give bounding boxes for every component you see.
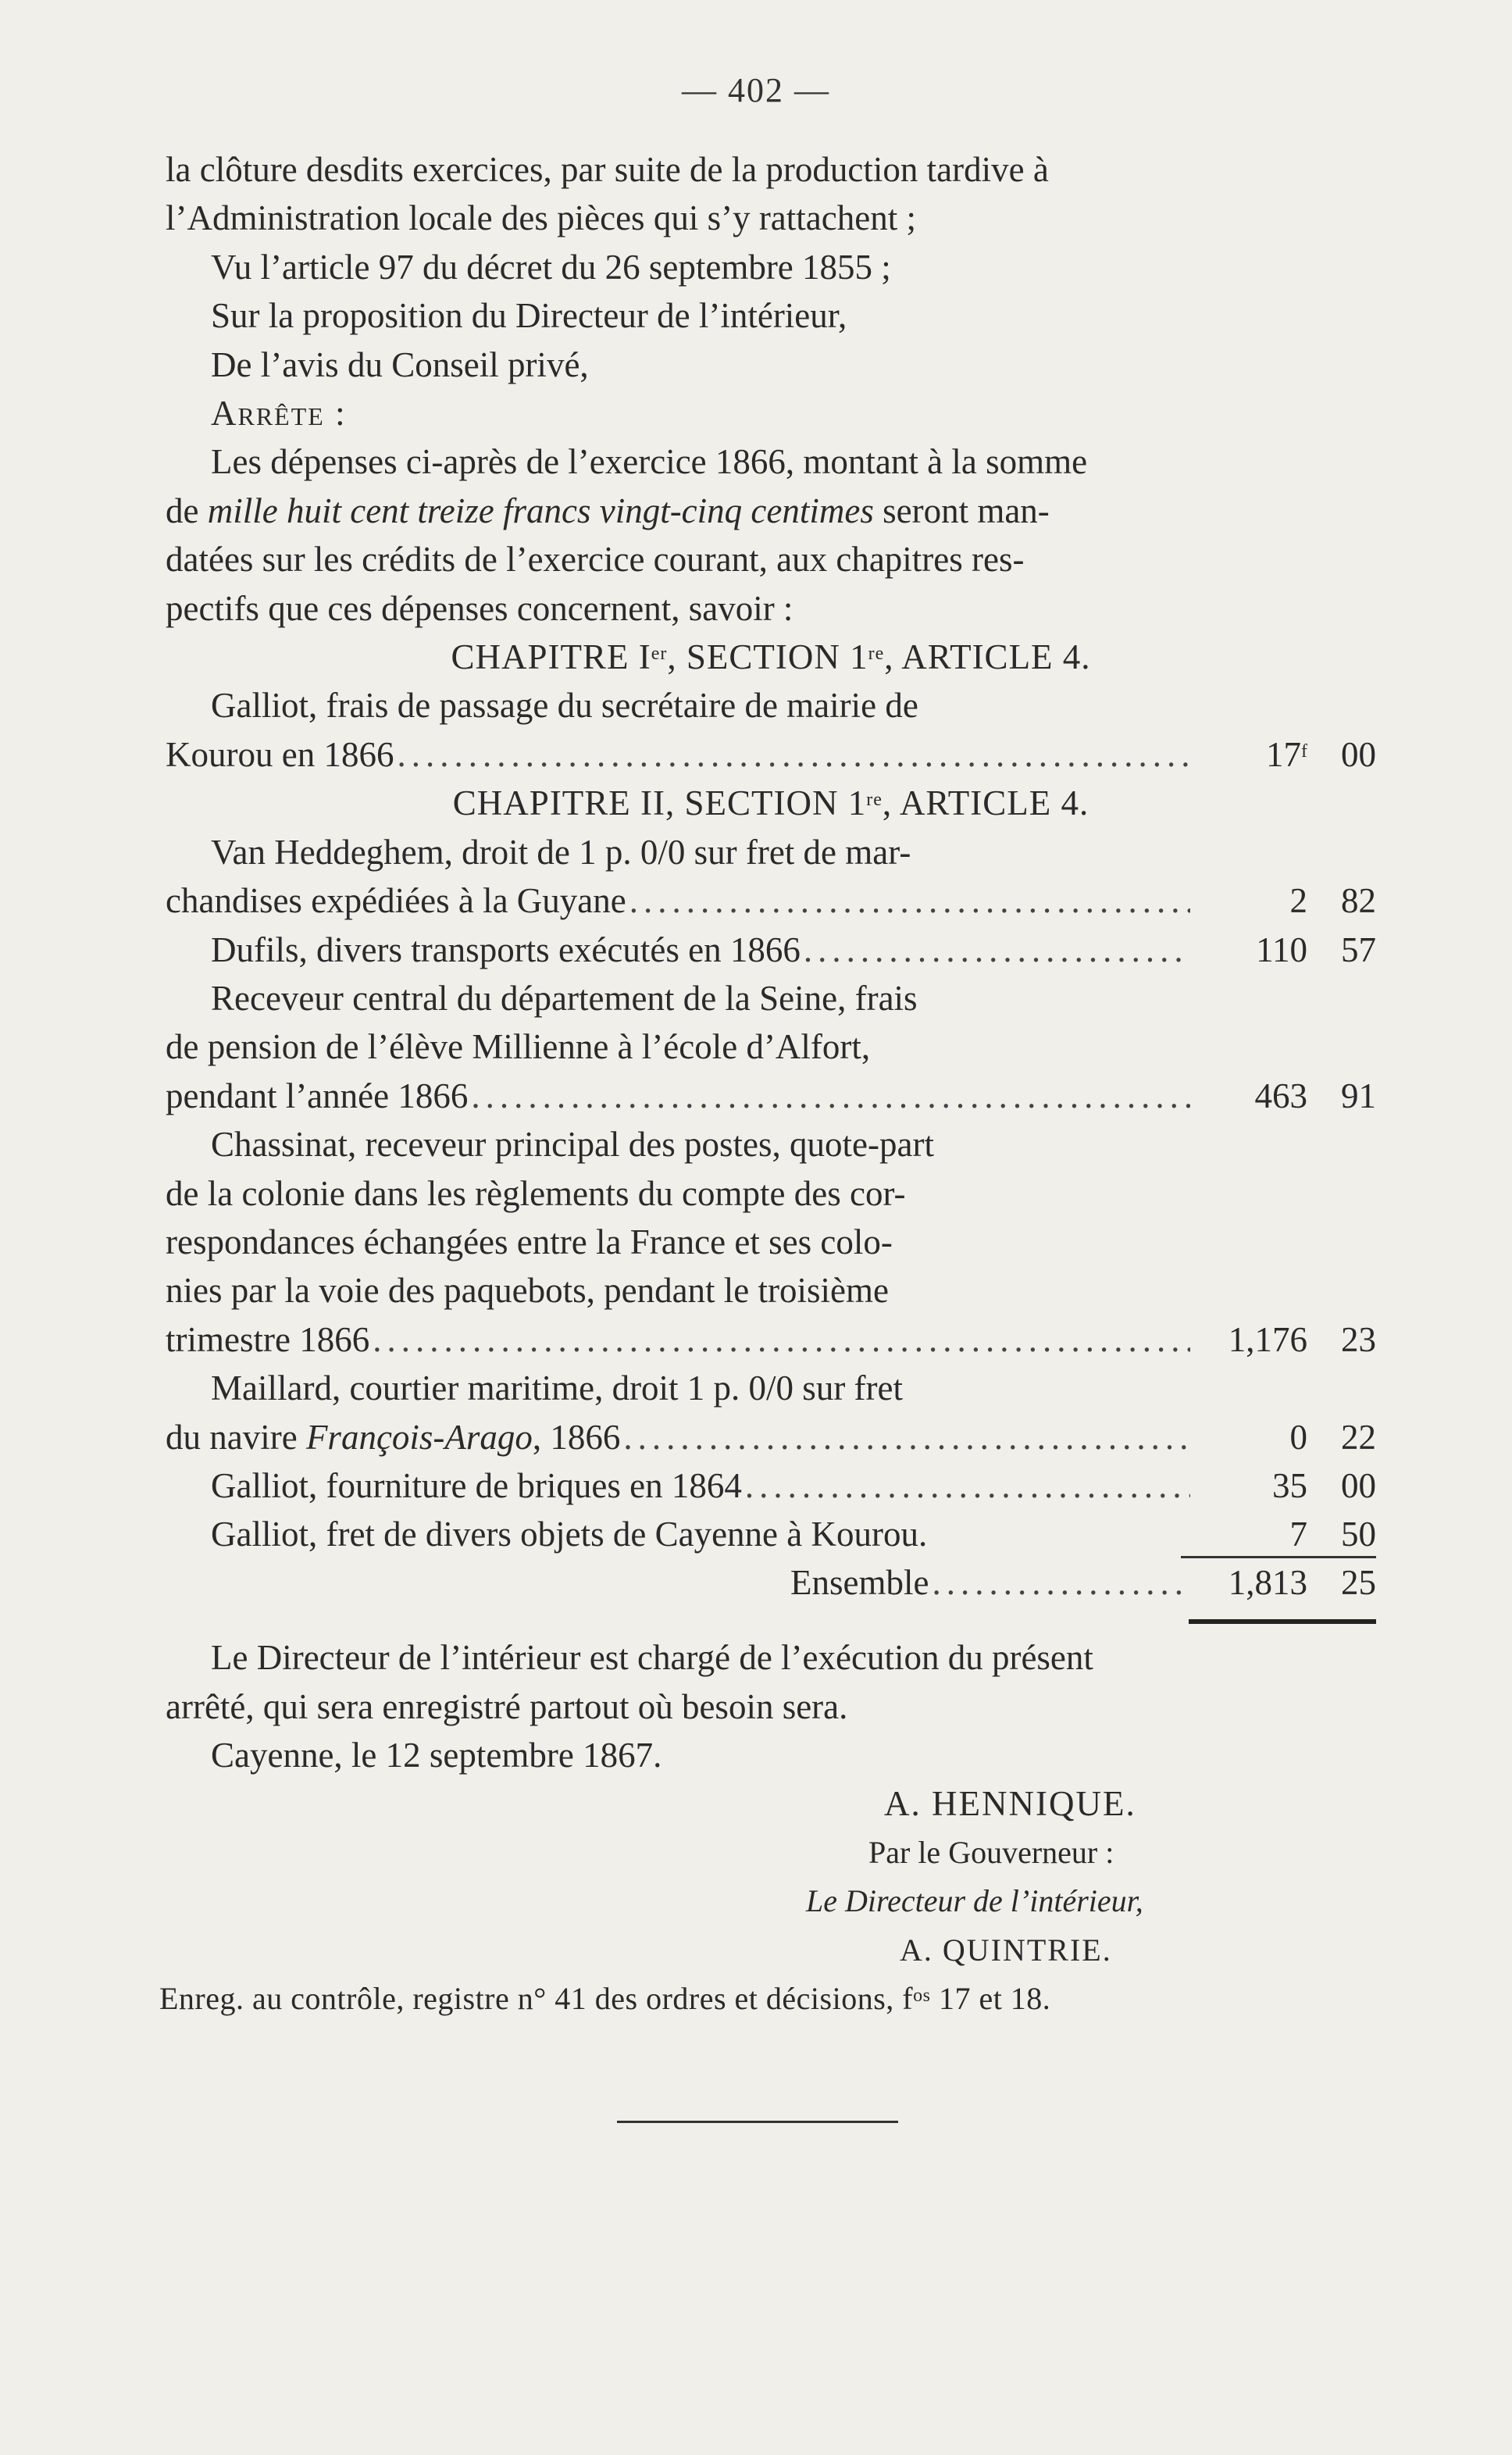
amount-francs: 110 xyxy=(1256,930,1307,969)
page-number: — 402 — xyxy=(682,71,830,109)
amount-francs xyxy=(1266,730,1307,779)
amount-centimes: 25 xyxy=(1341,1562,1376,1602)
bottom-rule xyxy=(617,2121,898,2123)
heading-text: , ARTICLE 4. xyxy=(882,783,1089,823)
entry-amount-line xyxy=(166,876,1376,925)
entry-desc: Dufils, divers transports exécutés en 1866 xyxy=(211,930,801,969)
date-line: Cayenne, le 12 septembre 1867. xyxy=(211,1736,662,1775)
paragraph-line: De l’avis du Conseil privé, xyxy=(211,344,589,384)
leader-dots xyxy=(623,1413,1190,1461)
amount-centimes: 50 xyxy=(1341,1515,1376,1554)
closing-line: arrêté, qui sera enregistré partout où besoin sera. xyxy=(166,1686,848,1726)
entry-line: Chassinat, receveur principal des postes, quote-part xyxy=(211,1125,934,1165)
entry-amount-line xyxy=(166,1510,1376,1558)
entry-amount-line xyxy=(166,1461,1376,1510)
amount-centimes: 91 xyxy=(1341,1076,1376,1115)
entry-line: Maillard, courtier maritime, droit 1 p. 0/0 sur fret xyxy=(211,1368,904,1408)
heading-sup: re xyxy=(868,644,885,665)
entry-amount xyxy=(1196,1072,1376,1120)
entry-desc: pendant l’année 1866 xyxy=(166,1076,469,1115)
total-line xyxy=(166,1558,1376,1607)
entry-amount xyxy=(1196,1413,1376,1461)
amount-centimes: 82 xyxy=(1341,881,1376,921)
entry-amount xyxy=(1196,1510,1376,1558)
body-text xyxy=(159,145,1376,2023)
entry-desc: chandises expédiées à la Guyane xyxy=(166,881,626,921)
amount-francs: 7 xyxy=(1289,1515,1307,1554)
par-le-gouverneur: Par le Gouverneur : xyxy=(868,1834,1114,1870)
text-run: seront man- xyxy=(883,491,1050,530)
note-text: Enreg. au contrôle, registre n° 41 des ordres et décisions, f xyxy=(159,1981,914,2017)
chapter-heading-1 xyxy=(166,633,1376,681)
heading-sup: er xyxy=(651,644,668,665)
amount-centimes: 00 xyxy=(1341,1465,1376,1505)
note-sup: os xyxy=(913,1986,931,2007)
entry-line: Galliot, frais de passage du secrétaire de mairie de xyxy=(211,686,918,726)
governor-signature: A. HENNIQUE. xyxy=(884,1784,1136,1824)
entry-desc: Galliot, fret de divers objets de Cayenne à Kourou. xyxy=(211,1515,928,1554)
ship-name: François-Arago xyxy=(305,1417,533,1457)
entry-line: respondances échangées entre la France et ses colo- xyxy=(166,1222,893,1261)
paragraph-line: datées sur les crédits de l’exercice courant, aux chapitres res- xyxy=(166,540,1025,580)
text-run: du navire xyxy=(166,1417,298,1457)
text-run: , 1866 xyxy=(532,1417,621,1457)
chapter-heading-2 xyxy=(166,779,1376,827)
heading-text: CHAPITRE II, SECTION 1 xyxy=(452,783,867,823)
entry-desc: Galliot, fourniture de briques en 1864 xyxy=(211,1465,742,1505)
entry-amount xyxy=(1196,926,1376,974)
entry-amount-line xyxy=(166,730,1376,779)
leader-dots xyxy=(373,1315,1190,1364)
entry-line: Receveur central du département de la Seine, frais xyxy=(211,978,918,1018)
entry-amount-line xyxy=(166,1072,1376,1120)
amount-in-words: mille huit cent treize francs vingt-cinq centimes xyxy=(207,491,874,530)
heading-text: CHAPITRE I xyxy=(451,637,651,677)
amount-francs: 2 xyxy=(1289,881,1307,921)
entry-desc: trimestre 1866 xyxy=(166,1319,370,1359)
entry-amount-line xyxy=(166,1315,1376,1364)
leader-dots xyxy=(932,1558,1190,1607)
entry-line: de la colonie dans les règlements du compte des cor- xyxy=(166,1173,906,1213)
director-signature: A. QUINTRIE. xyxy=(900,1932,1112,1968)
entry-amount xyxy=(1196,876,1376,925)
arrete-label: Arrête : xyxy=(211,394,347,434)
amount-francs: 1,176 xyxy=(1228,1319,1307,1359)
amount-francs: 1,813 xyxy=(1228,1562,1307,1602)
amount-centimes: 22 xyxy=(1341,1417,1376,1457)
entry-line: nies par la voie des paquebots, pendant le troisième xyxy=(166,1271,889,1311)
entry-desc xyxy=(166,1413,620,1461)
entry-line: de pension de l’élève Millienne à l’école d’Alfort, xyxy=(166,1027,871,1067)
heading-text: , ARTICLE 4. xyxy=(884,637,1091,677)
entry-amount-line xyxy=(166,1413,1376,1461)
entry-amount xyxy=(1196,1315,1376,1364)
leader-dots xyxy=(629,876,1190,925)
entry-amount xyxy=(1196,730,1376,779)
amount-centimes: 00 xyxy=(1341,734,1376,774)
paragraph-line: pectifs que ces dépenses concernent, savoir : xyxy=(166,588,793,628)
note-text: 17 et 18. xyxy=(930,1981,1051,2017)
paragraph-line: Vu l’article 97 du décret du 26 septembre 1855 ; xyxy=(211,247,891,287)
entry-desc: Kourou en 1866 xyxy=(166,734,394,774)
heading-text: , SECTION 1 xyxy=(667,637,868,677)
total-amount xyxy=(1196,1558,1376,1607)
registration-note xyxy=(159,1975,1376,2023)
leader-dots xyxy=(471,1072,1190,1120)
paragraph-line: Sur la proposition du Directeur de l’intérieur, xyxy=(211,296,847,336)
paragraph-line xyxy=(166,487,1376,535)
leader-dots xyxy=(804,926,1190,974)
paragraph-line: la clôture desdits exercices, par suite de la production tardive à xyxy=(166,150,1049,189)
amount-francs: 35 xyxy=(1272,1465,1307,1505)
directeur-title: Le Directeur de l’intérieur, xyxy=(806,1883,1143,1919)
heading-sup: re xyxy=(866,790,883,811)
total-rule xyxy=(1189,1619,1376,1624)
entry-amount xyxy=(1196,1461,1376,1510)
entry-line: Van Heddeghem, droit de 1 p. 0/0 sur fret de mar- xyxy=(211,832,911,872)
amount-francs: 0 xyxy=(1289,1417,1307,1457)
paragraph-line: l’Administration locale des pièces qui s’y rattachent ; xyxy=(166,198,916,238)
amount-centimes: 23 xyxy=(1341,1319,1376,1359)
amount-francs: 463 xyxy=(1254,1076,1307,1115)
francs-value: 17 xyxy=(1266,734,1301,774)
closing-line: Le Directeur de l’intérieur est chargé de l’exécution du présent xyxy=(211,1638,1093,1678)
total-label: Ensemble xyxy=(790,1562,929,1602)
paragraph-line: Les dépenses ci-après de l’exercice 1866, montant à la somme xyxy=(211,442,1088,482)
leader-dots xyxy=(397,730,1190,779)
entry-amount-line xyxy=(166,926,1376,974)
text-run: de xyxy=(166,491,199,530)
amount-centimes: 57 xyxy=(1341,930,1376,969)
leader-dots xyxy=(745,1461,1190,1510)
francs-mark: f xyxy=(1301,740,1307,762)
